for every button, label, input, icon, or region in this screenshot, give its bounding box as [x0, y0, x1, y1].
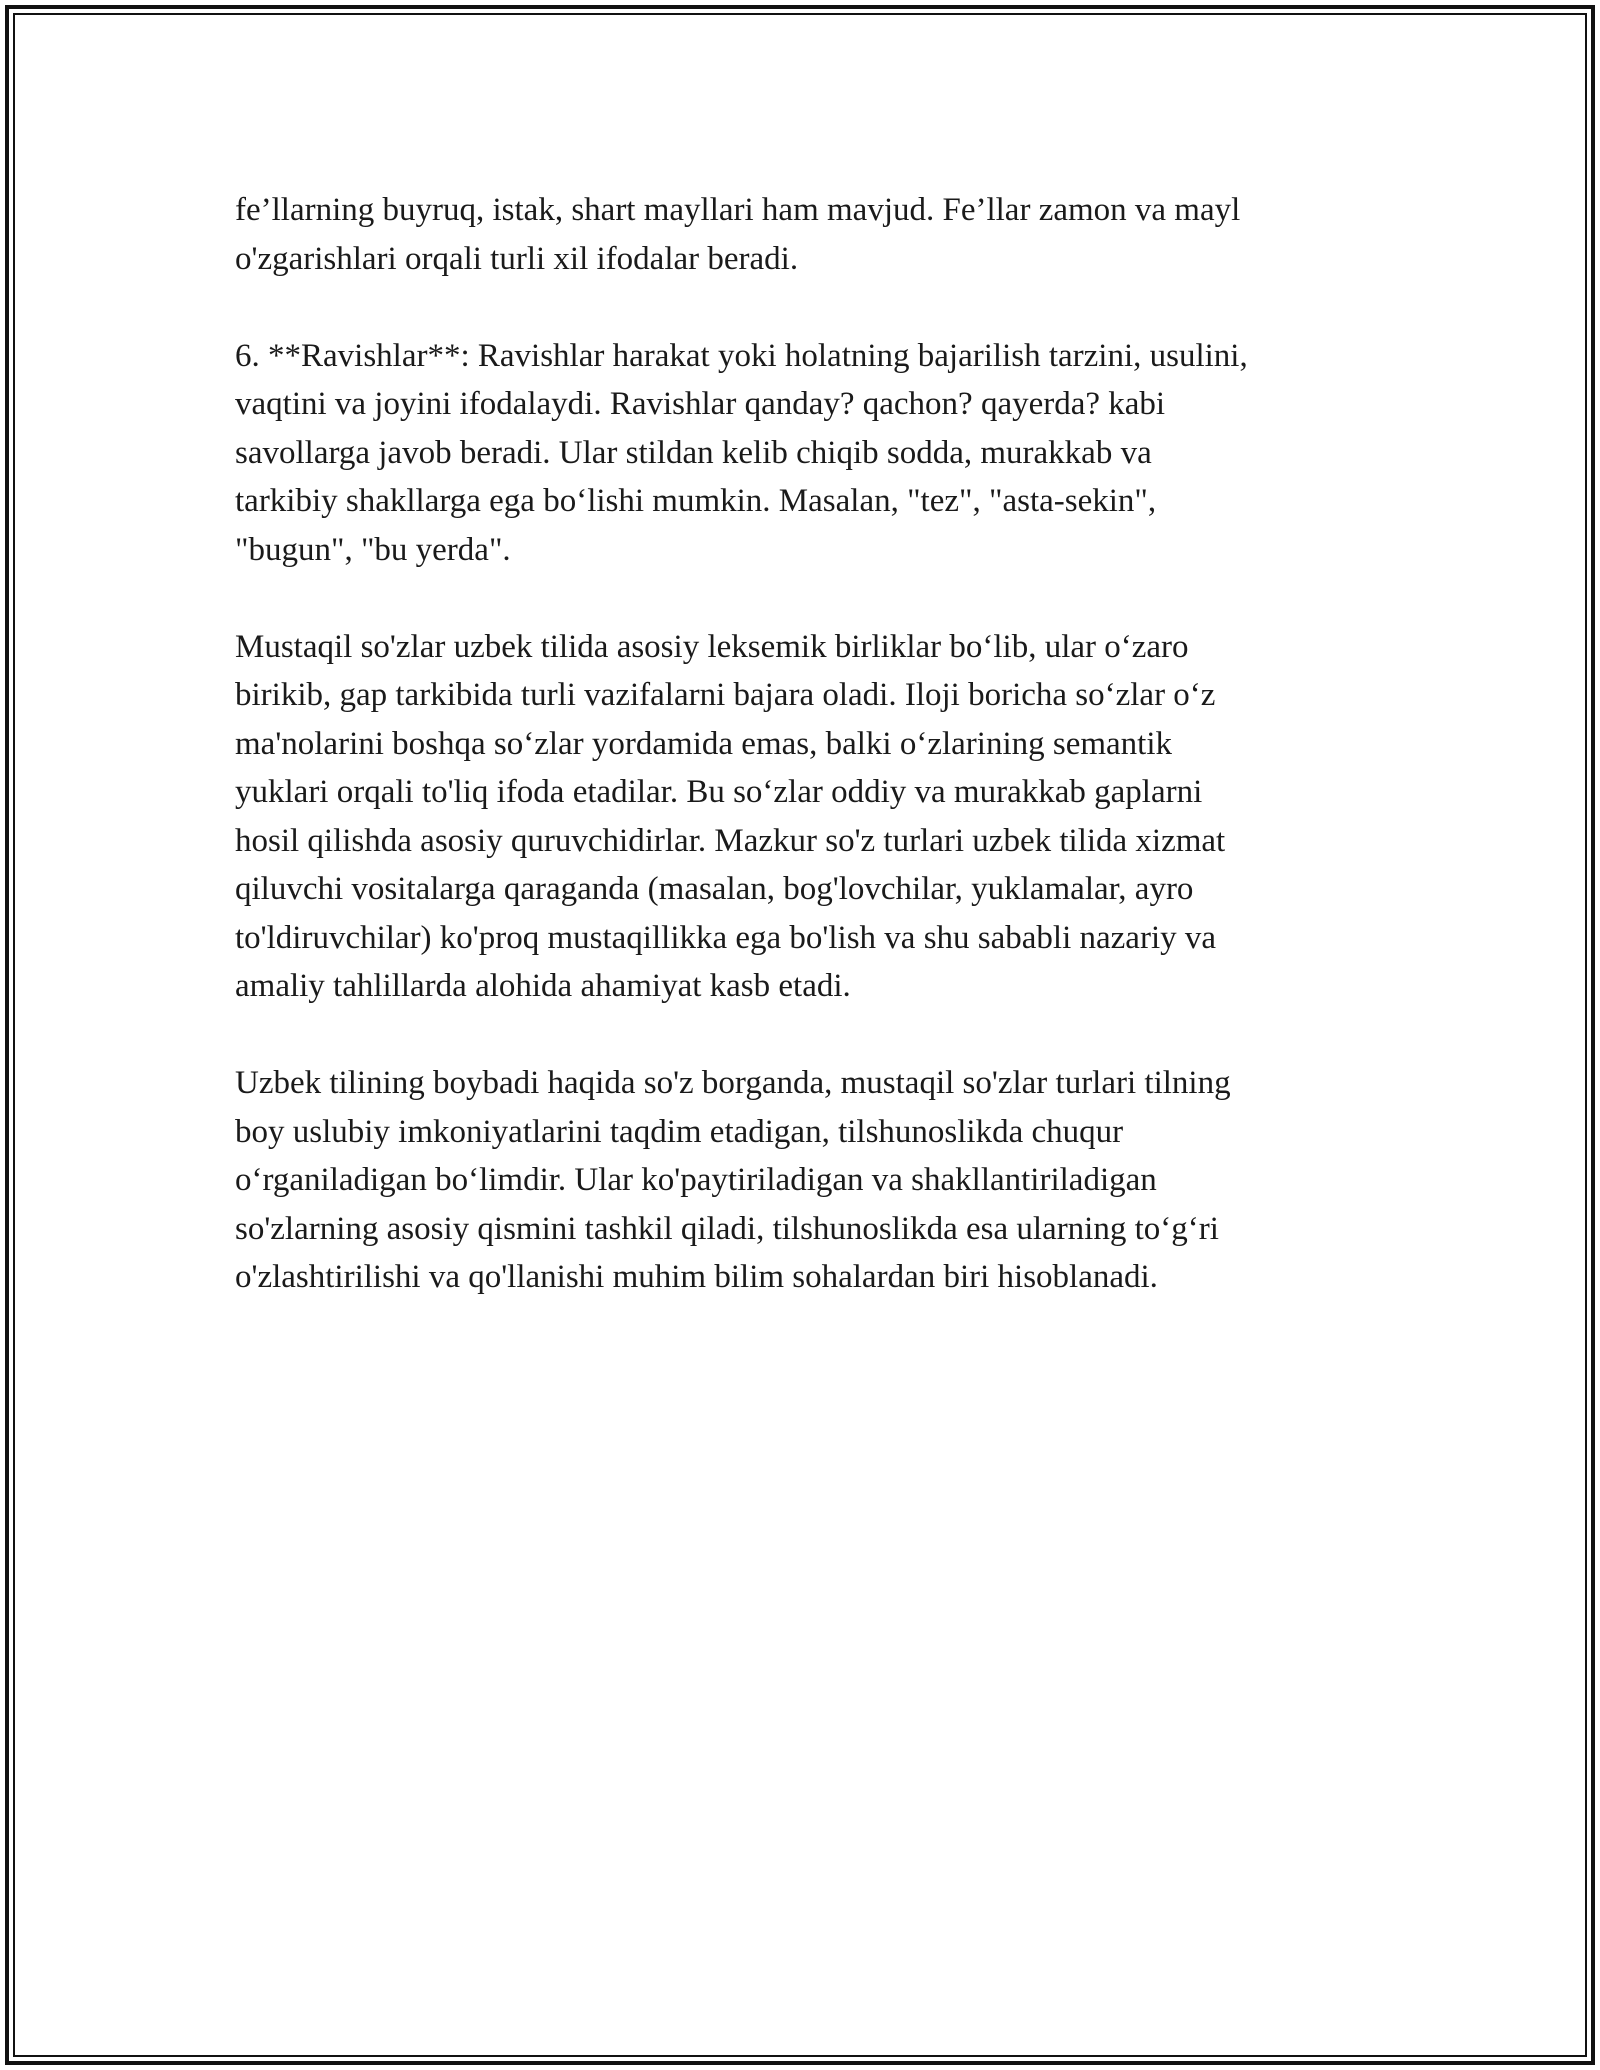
- text-line: o'zlashtirilishi va qo'llanishi muhim bilim sohalardan biri hisoblanadi.: [235, 1259, 1158, 1295]
- text-line: boy uslubiy imkoniyatlarini taqdim etadigan, tilshunoslikda chuqur: [235, 1113, 1124, 1150]
- text-line: hosil qilishda asosiy quruvchidirlar. Mazkur so'z turlari uzbek tilida xizmat: [235, 822, 1226, 859]
- paragraph-language-richness: [235, 1059, 1375, 1302]
- paragraph-verb-moods: [235, 186, 1375, 283]
- text-line: o‘rganiladigan bo‘limdir. Ular ko'paytiriladigan va shakllantiriladigan: [235, 1162, 1157, 1198]
- paragraph-independent-words: [235, 623, 1375, 1011]
- text-line: fe’llarning buyruq, istak, shart mayllari ham mavjud. Fe’llar zamon va mayl: [235, 192, 1241, 228]
- text-line: yuklari orqali to'liq ifoda etadilar. Bu so‘zlar oddiy va murakkab gaplarni: [235, 774, 1203, 810]
- text-line: qiluvchi vositalarga qaraganda (masalan, bog'lovchilar, yuklamalar, ayro: [235, 871, 1194, 907]
- text-line: so'zlarning asosiy qismini tashkil qiladi, tilshunoslikda esa ularning to‘g‘ri: [235, 1210, 1219, 1247]
- document-body: [235, 186, 1375, 1350]
- text-line: Mustaqil so'zlar uzbek tilida asosiy leksemik birliklar bo‘lib, ular o‘zaro: [235, 628, 1189, 665]
- text-line: to'ldiruvchilar) ko'proq mustaqillikka ega bo'lish va shu sababli nazariy va: [235, 919, 1217, 956]
- text-line: ma'nolarini boshqa so‘zlar yordamida emas, balki o‘zlarining semantik: [235, 725, 1173, 762]
- text-line: birikib, gap tarkibida turli vazifalarni bajara oladi. Iloji boricha so‘zlar o‘z: [235, 677, 1216, 713]
- text-line: o'zgarishlari orqali turli xil ifodalar beradi.: [235, 240, 799, 277]
- text-line: 6. **Ravishlar**: Ravishlar harakat yoki holatning bajarilish tarzini, usulini,: [235, 337, 1248, 374]
- text-line: Uzbek tilining boybadi haqida so'z borganda, mustaqil so'zlar turlari tilning: [235, 1065, 1231, 1101]
- text-line: savollarga javob beradi. Ular stildan kelib chiqib sodda, murakkab va: [235, 434, 1152, 471]
- text-line: tarkibiy shakllarga ega bo‘lishi mumkin. Masalan, "tez", "asta-sekin",: [235, 483, 1157, 519]
- paragraph-adverbs: [235, 332, 1375, 575]
- text-line: vaqtini va joyini ifodalaydi. Ravishlar qanday? qachon? qayerda? kabi: [235, 386, 1166, 422]
- text-line: amaliy tahlillarda alohida ahamiyat kasb etadi.: [235, 968, 851, 1004]
- text-line: "bugun", "bu yerda".: [235, 531, 511, 568]
